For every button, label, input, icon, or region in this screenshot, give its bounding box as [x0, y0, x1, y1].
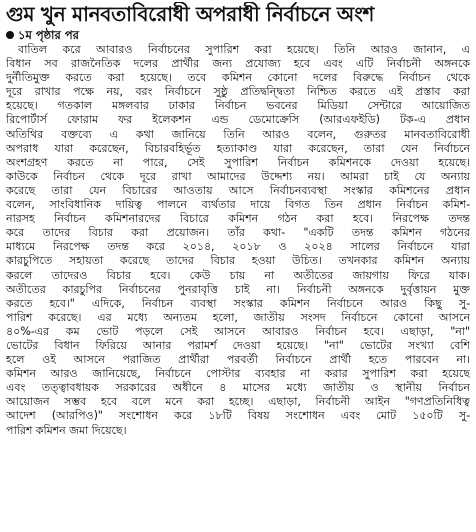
bullet-icon	[6, 31, 14, 39]
article-line: দূরে রাখার পক্ষে নয়, বরং নির্বাচনে সুষ্ঠু প্রতিদ্বন্দ্বিতা নিশ্চিত করতে এই প্রস্তাব করা	[6, 85, 470, 99]
article-line: হয়েছে। গতকাল মঙ্গলবার ঢাকার নির্বাচন ভবনের মিডিয়া সেন্টারে আয়োজিত	[6, 99, 470, 113]
article-line: কারচুপিতে সহায়তা করেছে তাদের বিচার হওয়া উচিত। তখনকার কমিশন অন্যায়	[6, 254, 470, 268]
article-line: ৪০%-এর কম ভোট পড়লে সেই আসনে আবারও নির্বাচন হবে। এছাড়া, "না"	[6, 324, 470, 338]
article-line: ভোটের বিধান ফিরিয়ে আনার পরামর্শ দেওয়া হয়েছে। "না" ভোটের সংখ্যা বেশি	[6, 338, 470, 352]
article-line: নারসহ নির্বাচন কমিশনারদের বিচারে কমিশন গঠন করা হবে। নিরপেক্ষ তদন্ত	[6, 212, 470, 226]
article-line: পারিশ কমিশন জমা দিয়েছে।	[6, 423, 127, 437]
article-line: অংশগ্রহণ করতে না পারে, সেই সুপারিশ নির্বাচন কমিশনকে দেওয়া হয়েছে।	[6, 155, 470, 169]
article-line: আদেশ (আরপিও)" সংশোধন করে ১৮টি বিষয় সংশোধন এবং মোট ১৫০টি সু-	[6, 409, 470, 423]
continuation-marker	[6, 28, 470, 42]
article-line: পারিশ করেছে। এর মধ্যে অন্যতম হলো, জাতীয় সংসদ নির্বাচনে কোনো আসনে	[6, 310, 470, 324]
article-line: বাতিল করে আবারও নির্বাচনের সুপারিশ করা হয়েছে। তিনি আরও জানান, এ	[18, 43, 470, 56]
article-line: অতীতের কারচুপির নির্বাচনের পুনরাবৃত্তি চাই না। নির্বাচনী অঙ্গনকে দুর্বৃত্তায়ন মুক্ত	[6, 282, 470, 296]
article-line: করলে তাদেরও বিচার হবে। কেউ চায় না অতীতের জায়গায় ফিরে যাক।	[6, 268, 470, 282]
article-body	[6, 43, 470, 438]
article-line: আয়োজন সম্ভব হবে বলে মনে করা হচ্ছে। এছাড়া, নির্বাচনী আইন "গণপ্রতিনিধিত্ব	[6, 395, 470, 409]
article-line: কাউকে নির্বাচন থেকে দূরে রাখা আমাদের উদ্দেশ্য নয়। আমরা চাই যে অন্যায়	[6, 169, 470, 183]
article-line: বলেন, সাংবিধানিক দায়িত্ব পালনে ব্যর্থতার দায়ে বিগত তিন প্রধান নির্বাচন কমিশ-	[6, 198, 470, 212]
article-line: রিপোর্টার্স ফোরাম ফর ইলেকশন এন্ড ডেমোক্রেসি (আরএফইডি) টক-এ প্রধান	[6, 113, 470, 127]
article-line: মাধ্যমে নিরপেক্ষ তদন্ত করে ২০১৪, ২০১৮ ও ২০২৪ সালের নির্বাচনে যারা	[6, 240, 470, 254]
article-line: বিধান সব রাজনৈতিক দলের প্রার্থীর জন্য প্রযোজ্য হবে এবং এটি নির্বাচনী অঙ্গনকে	[6, 57, 470, 71]
article-line: অপরাধ যারা করেছেন, বিচারবহির্ভূত হত্যাকাণ্ড যারা করেছেন, তারা যেন নির্বাচনে	[6, 141, 470, 155]
article-headline: গুম খুন মানবতাবিরোধী অপরাধী নির্বাচনে অংশ	[6, 2, 375, 26]
article-line: অতিথির বক্তব্যে এ কথা জানিয়ে তিনি আরও বলেন, গুরুতর মানবতাবিরোধী	[6, 127, 470, 141]
article-line: করেছে তারা যেন বিচারের আওতায় আসে নির্বাচনব্যবস্থা সংস্কার কমিশনের প্রধান	[6, 183, 470, 197]
article-line: দুর্নীতিমুক্ত করতে করা হয়েছে। তবে কমিশন কোনো দলের বিরুদ্ধে নির্বাচন থেকে	[6, 71, 470, 85]
article-line: করে তাদের বিচার করা প্রয়োজন। তাঁর কথা- "একটি তদন্ত কমিশন গঠনের	[6, 226, 470, 240]
article-line: করতে হবে।" এদিকে, নির্বাচন ব্যবস্থা সংস্কার কমিশন নির্বাচনে আরও কিছু সু-	[6, 296, 470, 310]
continuation-label: ১ম পৃষ্ঠার পর	[18, 28, 79, 42]
article-line: হলে ওই আসনে পরাজিত প্রার্থীরা পরবর্তী নির্বাচনে প্রার্থী হতে পারবেন না।	[6, 353, 470, 367]
article-line: কমিশন আরও জানিয়েছে, নির্বাচনে পোস্টার ব্যবহার না করার সুপারিশ করা হয়েছে	[6, 367, 470, 381]
article-line: এবং তত্ত্বাবধায়ক সরকারের অধীনে ৪ মাসের মধ্যে জাতীয় ও স্থানীয় নির্বাচন	[6, 381, 470, 395]
